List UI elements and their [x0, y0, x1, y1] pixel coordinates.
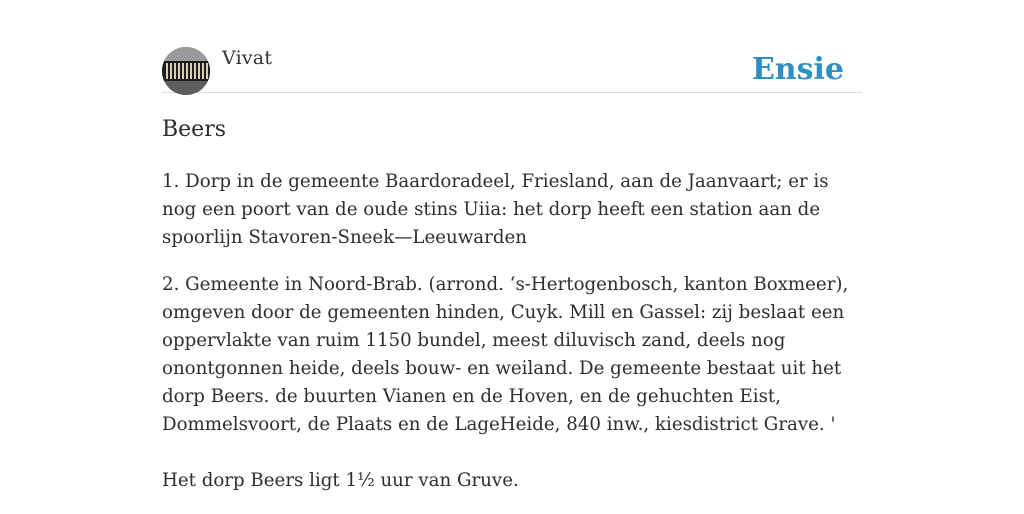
definition-paragraph-1: 1. Dorp in de gemeente Baardoradeel, Friesland, aan de Jaanvaart; er is nog een poort van de oude stins Uiia: het dorp heeft een station aan de spoorlijn Stavoren-Sneek—Leeuwarden	[162, 171, 829, 248]
definition-paragraph-2: 2. Gemeente in Noord-Brab. (arrond. ‘s-Hertogenbosch, kanton Boxmeer), omgeven door de gemeenten hinden, Cuyk. Mill en Gassel: zij beslaat een oppervlakte van ruim 1150 bundel, meest diluvisch zand, deels nog onontgonnen heide, deels bouw- en weiland. De gemeente bestaat uit het dorp Beers. de buurten Vianen en de Hoven, en de gehuchten Eist, Dommelsvoort, de Plaats en de LageHeide, 840 inw., kiesdistrict Grave. '	[162, 274, 849, 435]
entry-body	[162, 168, 862, 514]
entry-title: Beers	[162, 117, 227, 142]
avatar-image-icon	[162, 47, 210, 95]
header	[162, 0, 862, 93]
page-container	[162, 0, 862, 491]
author-name[interactable]: Vivat	[222, 47, 273, 69]
avatar[interactable]	[162, 47, 210, 95]
brand-logo[interactable]: Ensie	[751, 52, 844, 87]
footer-line: Het dorp Beers ligt 1½ uur van Gruve.	[162, 470, 519, 491]
